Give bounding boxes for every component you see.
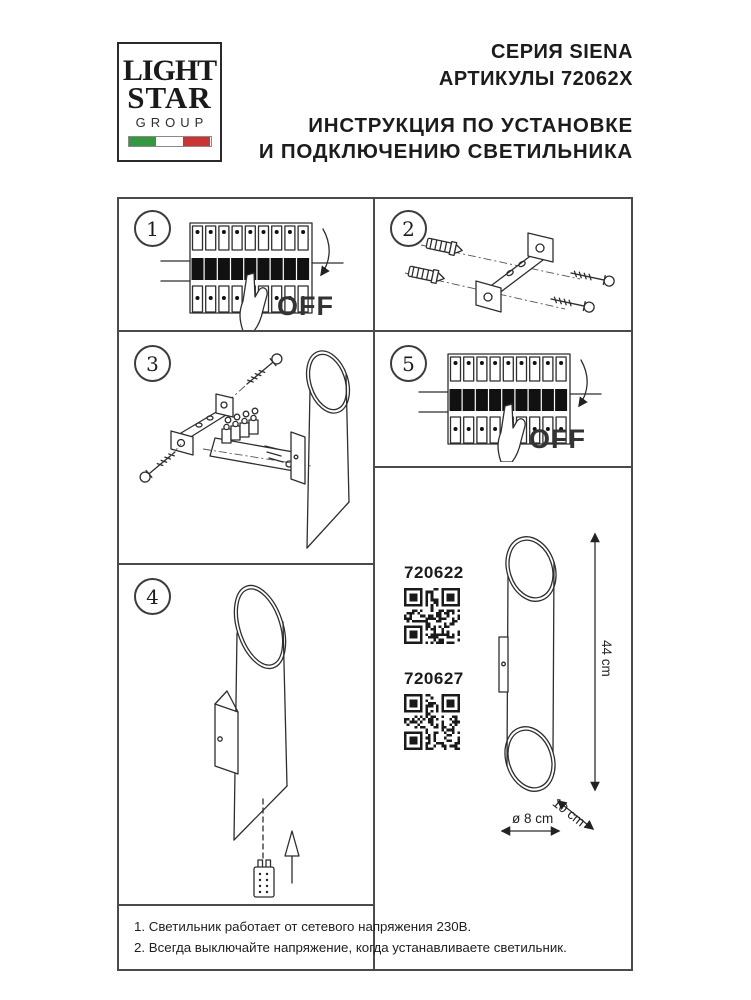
- lamp-bulb-insertion-illustration: [119, 565, 373, 904]
- mounting-bracket-bar: [181, 411, 226, 438]
- off-label: OFF: [277, 291, 334, 321]
- page-title-line2: И ПОДКЛЮЧЕНИЮ СВЕТИЛЬНИКА: [258, 140, 633, 163]
- step-number-badge: 4: [134, 578, 171, 615]
- screw-icon: [138, 448, 178, 484]
- step-panel-3: [117, 330, 375, 565]
- italian-flag-icon: [128, 136, 212, 147]
- series-title: СЕРИЯ SIENA: [490, 41, 633, 63]
- lamp-body: [291, 345, 357, 548]
- bracket-end-plate: [216, 394, 233, 417]
- articles-title: АРТИКУЛЫ 72062X: [438, 68, 633, 90]
- depth-dimension-label: 10 cm: [549, 795, 588, 830]
- screw-icon: [570, 268, 615, 287]
- logo-light-text: LIGHT: [122, 53, 217, 87]
- page-title-line1: ИНСТРУКЦИЯ ПО УСТАНОВКЕ: [308, 114, 633, 137]
- step-panel-4: [117, 563, 375, 906]
- product-code: 720622: [404, 563, 464, 582]
- step-number-badge: 1: [134, 210, 171, 247]
- bracket-wiring-lamp-illustration: [119, 332, 373, 563]
- g9-bulb-icon: [254, 860, 274, 897]
- insert-up-arrow-icon: [285, 831, 299, 883]
- product-code: 720627: [404, 669, 464, 688]
- off-label: OFF: [529, 424, 586, 454]
- logo-group-text: GROUP: [135, 114, 209, 130]
- step-panel-5: [373, 330, 633, 468]
- screw-icon: [244, 352, 284, 388]
- step-number-badge: 3: [134, 345, 171, 382]
- footnotes: [134, 916, 630, 958]
- lamp-body: [497, 530, 564, 798]
- page-title: [259, 113, 633, 165]
- step-panel-2: [373, 197, 633, 332]
- screw-icon: [550, 294, 595, 313]
- lamp-body: [215, 579, 295, 840]
- step-number-badge: 5: [390, 345, 427, 382]
- step-number-badge: 2: [390, 210, 427, 247]
- lightstar-logo: [117, 42, 222, 162]
- diameter-dimension-label: ø 8 cm: [512, 811, 554, 826]
- wall-anchor-icon: [408, 265, 446, 285]
- wall-anchors-bracket-illustration: [375, 199, 631, 330]
- logo-star-text: STAR: [127, 79, 212, 115]
- step-panel-1: [117, 197, 375, 332]
- lamp-dimensions-drawing: [375, 468, 631, 969]
- footnote-line: 1. Светильник работает от сетевого напряжения 230В.: [134, 919, 472, 934]
- footnote-line: 2. Всегда выключайте напряжение, когда устанавливаете светильник.: [134, 940, 567, 955]
- product-panel: [373, 466, 633, 971]
- mounting-plate: [499, 637, 508, 692]
- wall-anchor-icon: [426, 237, 464, 257]
- height-dimension-label: 44 cm: [599, 640, 614, 677]
